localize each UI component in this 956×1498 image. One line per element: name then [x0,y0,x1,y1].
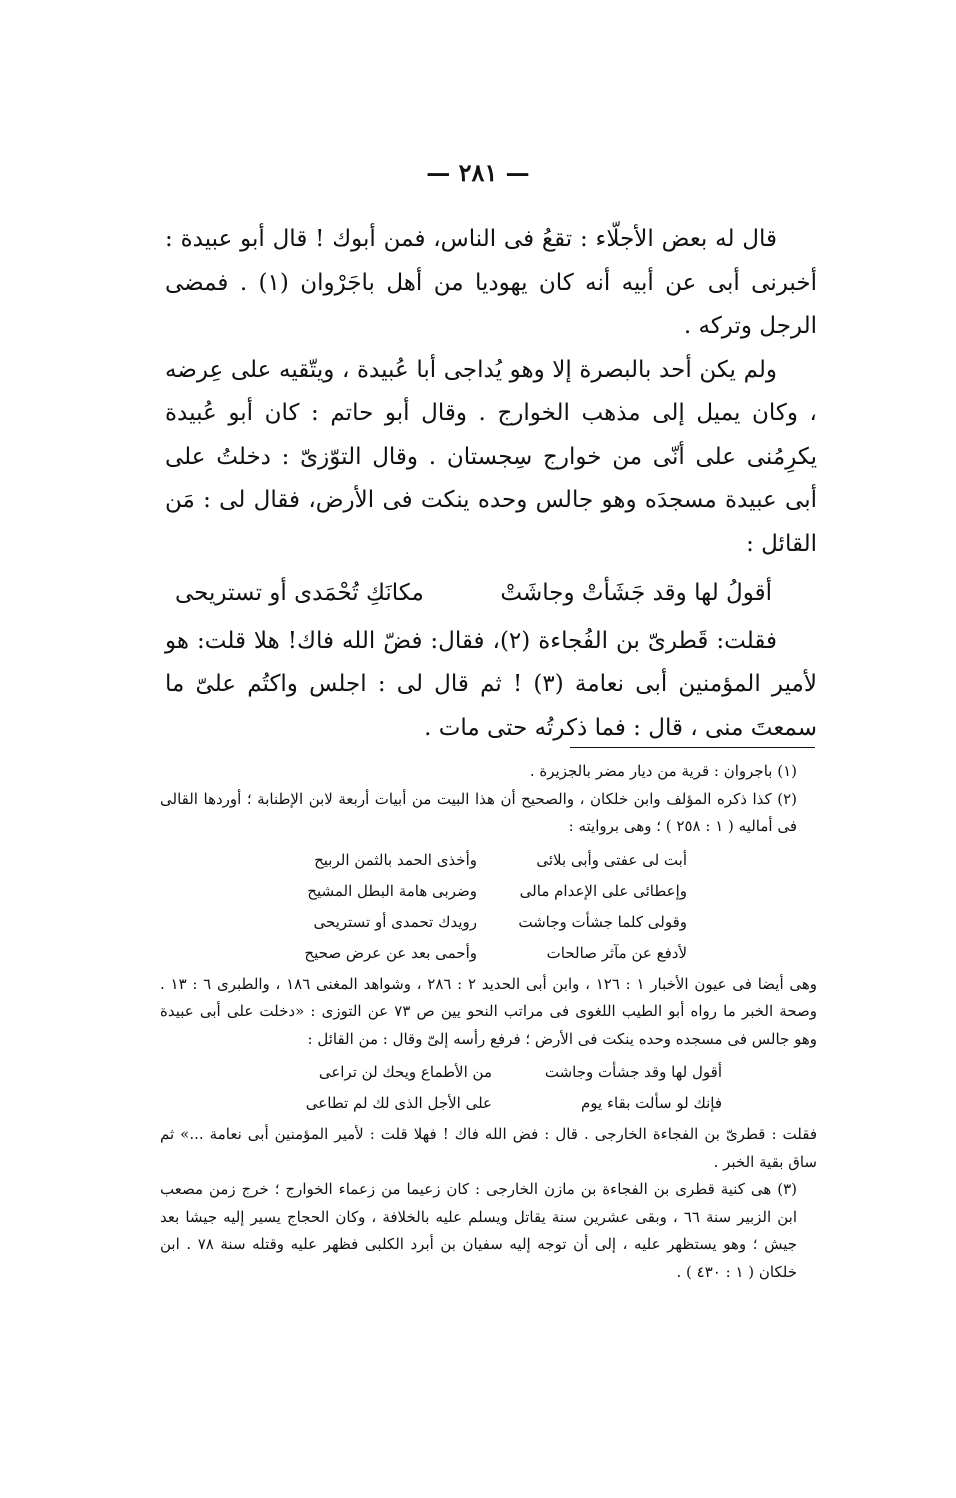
footnote-2-end: فقلت : قطرىّ بن الفجاءة الخارجى . قال : فض الله فاك ! فهلا قلت : لأمير المؤمنين أبى نعامة ...» ثم ساق بقية الخبر . [160,1125,817,1171]
verse-first-hemistich: أقولُ لها وقد جَشَأتْ وجاشَتْ [500,580,772,606]
poem-hemistich: على الأجل الذى لك لم تطاعى [305,1094,492,1112]
poem-hemistich: وقولى كلما جشأت وجاشت [518,912,687,931]
poem-hemistich: فإنك لو سألت بقاء يوم [581,1094,722,1112]
poem-line [160,1088,817,1119]
poem-line [160,845,817,876]
verse-second-hemistich: مكانَكِ تُحْمَدى أو تستريحى [175,580,424,606]
poem-line [160,938,817,969]
paragraph-1: قال له بعض الأجلّاء : تقعُ فى الناس، فمن أبوك ! قال أبو عبيدة : أخبرنى أبى عن أبيه أنه كان يهوديا من أهل باجَرْوان (١) . فمضى الرجل وتركه . [165,226,817,339]
poem-hemistich: رويدك تحمدى أو تستريحى [313,912,477,931]
poem-hemistich: وضربى هامة البطل المشيح [307,881,477,900]
poem-hemistich: وأحمى بعد عن عرض صحيح [304,943,477,962]
footnote-poem-2 [160,1057,817,1119]
footnote-separator [570,747,815,748]
verse-line [165,572,817,616]
poem-hemistich: أبت لى عفتى وأبى بلائى [536,850,687,869]
poem-line [160,1057,817,1088]
poem-hemistich: أقول لها وقد جشأت وجاشت [544,1063,722,1081]
footnote-3: (٣) هى كنية قطرى بن الفجاءة بن مازن الخارجى : كان زعيما من زعماء الخوارج ؛ خرج زمن مصعب ابن الزبير سنة ٦٦ ، وبقى عشرين سنة يقاتل ويسلم عليه بالخلافة ، وكان الحجاج يسير إليه جيشا بعد جيش ؛ وهو يستظهر عليه ، إلى أن توجه إليه سفيان بن أبرد الكلبى فظهر عليه وقتله سنة ٧٨ . ابن خلكان ( ١ : ٤٣٠ ) . [160,1180,797,1281]
paragraph-2: ولم يكن أحد بالبصرة إلا وهو يُداجى أبا عُبيدة ، ويتّقيه على عِرضه ، وكان يميل إلى مذهب الخوارج . وقال أبو حاتم : كان أبو عُبيدة يكرِمُنى على أنّى من خوارج سِجستان . وقال التوّزىّ : دخلتُ على أبى عبيدة مسجدَه وهو جالس وحده ينكت فى الأرض، فقال لى : مَن القائل : [165,356,817,557]
footnote-1: (١) باجروان : قرية من ديار مضر بالجزيرة . [529,762,797,780]
page-number: — ٢٨١ — [426,158,530,187]
footnote-poem-1 [160,845,817,969]
poem-hemistich: وإعطائى على الإعدام مالى [519,881,687,900]
poem-line [160,876,817,907]
poem-hemistich: وأخذى الحمد بالثمن الربيح [314,850,477,869]
main-text [165,218,817,750]
paragraph-3: فقلت: قَطرىّ بن الفُجاءة (٢)، فقال: فضّ الله فاك! هلا قلت: هو لأمير المؤمنين أبى نعامة (٣) ! ثم قال لى : اجلس واكتُم علىّ ما سمعتَ منى ، قال : فما ذكرتُه حتى مات . [165,627,817,741]
poem-hemistich: لأدفع عن مآثر صالحات [546,943,687,962]
footnote-2-middle: وهى أيضا فى عيون الأخبار ١ : ١٢٦ ، وابن أبى الحديد ٢ : ٢٨٦ ، وشواهد المغنى ١٨٦ ، والطبرى ٦ : ١٣ . وصحة الخبر ما رواه أبو الطيب اللغوى فى مراتب النحو يين ص ٧٣ عن التوزى : «دخلت على أبى عبيدة وهو جالس فى مسجده وحده ينكت فى الأرض ؛ فرفع رأسه إلىّ وقال : من القائل : [160,974,818,1048]
poem-line [160,907,817,938]
footnote-2-intro: (٢) كذا ذكره المؤلف وابن خلكان ، والصحيح أن هذا البيت من أبيات أربعة لابن الإطنابة ؛ أوردها القالى فى أماليه ( ١ : ٢٥٨ ) ؛ وهى بروايته : [160,789,797,835]
footnotes [160,758,817,1286]
poem-hemistich: من الأطماع ويحك لن تراعى [318,1063,492,1081]
